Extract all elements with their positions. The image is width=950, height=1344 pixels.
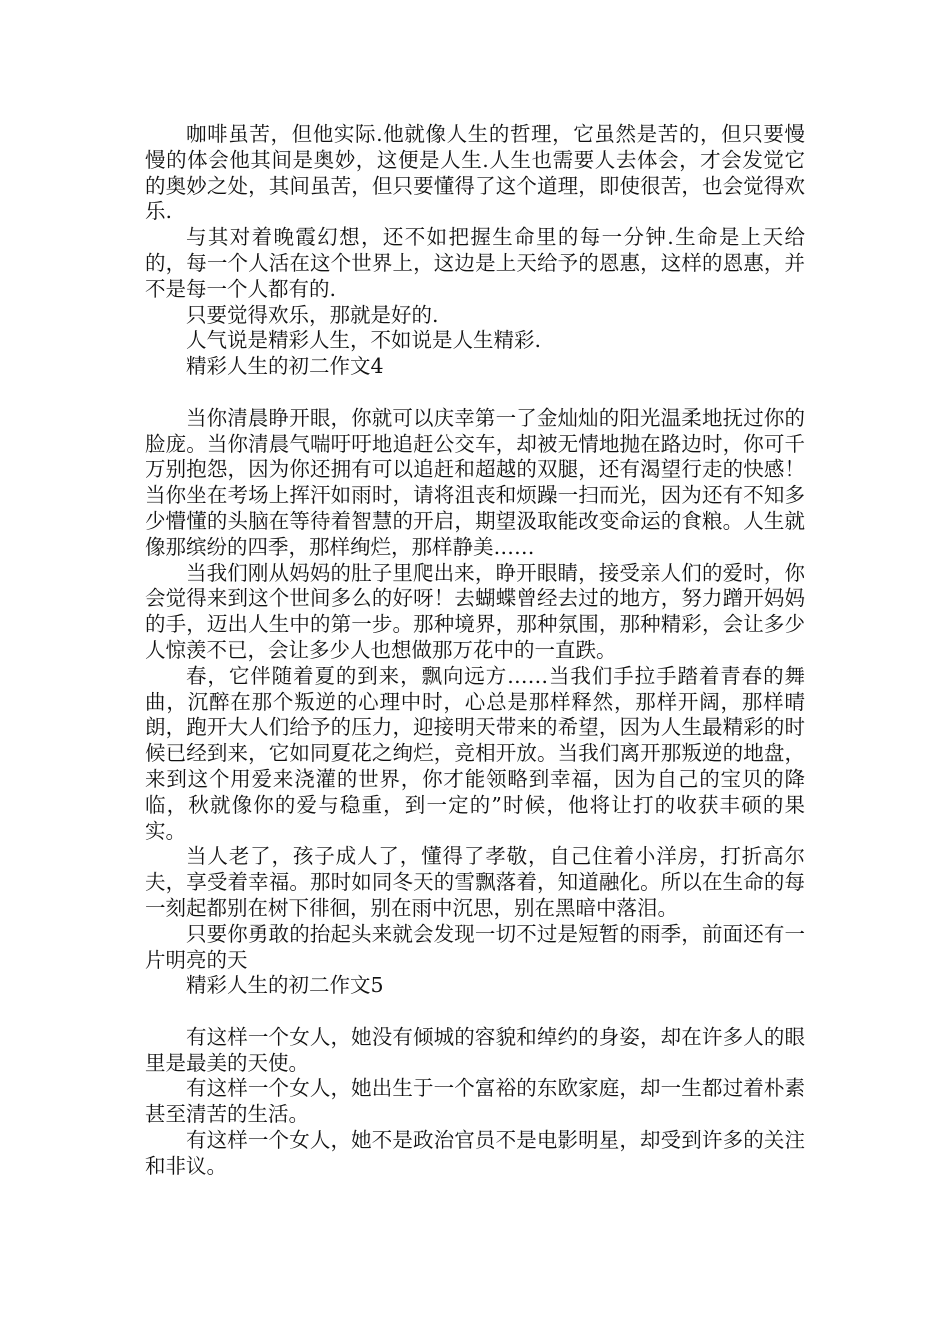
paragraph-woman-angel: 有这样一个女人，她没有倾城的容貌和绰约的身姿，却在许多人的眼里是最美的天使。 [145, 1024, 805, 1075]
blank-line [145, 999, 805, 1025]
paragraph-woman-attention: 有这样一个女人，她不是政治官员不是电影明星，却受到许多的关注和非议。 [145, 1128, 805, 1178]
blank-line [145, 380, 805, 406]
paragraph-childhood: 当我们刚从妈妈的肚子里爬出来，睁开眼睛，接受亲人们的爱时，你会觉得来到这个世间多么的好呀！去蝴蝶曾经去过的地方，努力蹭开妈妈的手，迈出人生中的第一步。那种境界，那种氛围，那种精彩，会让多少人惊羡不已，会让多少人也想做那万花中的一直跌。 [145, 560, 805, 662]
paragraph-spring: 春，它伴随着夏的到来，飘向远方……当我们手拉手踏着青春的舞曲，沉醉在那个叛逆的心理中时，心总是那样释然，那样开阔，那样晴朗，跑开大人们给予的压力，迎接明天带来的希望，因为人生最精彩的时候已经到来，它如同夏花之绚烂，竞相开放。当我们离开那叛逆的地盘，来到这个用爱来浇灌的世界，你才能领略到幸福，因为自己的宝贝的降临，秋就像你的爱与稳重，到一定的”时候，他将让打的收获丰硕的果实。 [145, 663, 805, 843]
paragraph-coffee: 咖啡虽苦，但他实际.他就像人生的哲理，它虽然是苦的，但只要慢慢的体会他其间是奥妙，这便是人生.人生也需要人去体会，才会发觉它的奥妙之处，其间虽苦，但只要懂得了这个道理，即使很苦，也会觉得欢乐. [145, 122, 805, 224]
paragraph-sunset: 与其对着晚霞幻想，还不如把握生命里的每一分钟.生命是上天给的，每一个人活在这个世界上，这边是上天给予的恩惠，这样的恩惠，并不是每一个人都有的. [145, 225, 805, 301]
paragraph-happy: 只要觉得欢乐，那就是好的. [186, 302, 439, 327]
section-title-essay-4: 精彩人生的初二作文4 [186, 354, 384, 379]
paragraph-wonderful: 人气说是精彩人生，不如说是人生精彩. [186, 328, 542, 353]
paragraph-old-age: 当人老了，孩子成人了，懂得了孝敬，自己住着小洋房，打折高尔夫，享受着幸福。那时如同冬天的雪飘落着，知道融化。所以在生命的每一刻起都别在树下徘徊，别在雨中沉思，别在黑暗中落泪。 [145, 844, 805, 920]
paragraph-courage: 只要你勇敢的抬起头来就会发现一切不过是短暂的雨季，前面还有一片明亮的天 [145, 921, 805, 972]
document-body [145, 122, 805, 1180]
paragraph-morning: 当你清晨睁开眼，你就可以庆幸第一了金灿灿的阳光温柔地抚过你的脸庞。当你清晨气喘吁吁地追赶公交车，却被无情地抛在路边时，你可千万别抱怨，因为你还拥有可以追赶和超越的双腿，还有渴望行走的快感！当你坐在考场上挥汗如雨时，请将沮丧和烦躁一扫而光，因为还有不知多少懵懂的头脑在等待着智慧的开启，期望汲取能改变命运的食粮。人生就像那缤纷的四季，那样绚烂，那样静美…… [145, 405, 805, 559]
section-title-essay-5: 精彩人生的初二作文5 [186, 973, 384, 998]
paragraph-woman-family: 有这样一个女人，她出生于一个富裕的东欧家庭，却一生都过着朴素甚至清苦的生活。 [145, 1076, 805, 1127]
